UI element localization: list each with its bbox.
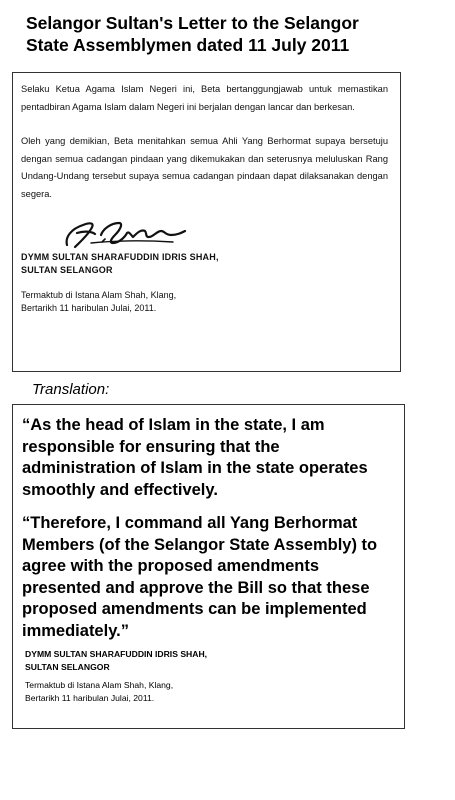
headline-line-2: State Assemblymen dated 11 July 2011 bbox=[26, 35, 350, 55]
translation-place: Termaktub di Istana Alam Shah, Klang, bbox=[25, 680, 174, 690]
letter-paragraph-2: Oleh yang demikian, Beta menitahkan semua Ahli Yang Berhormat supaya bersetuju dengan semua cadangan pindaan yang dikemukakan dan seterusnya meluluskan Rang Undang-Undang tersebut supaya semua cadangan pindaan dapat dilaksanakan dengan segera. bbox=[21, 136, 388, 199]
translation-signatory bbox=[25, 648, 394, 673]
translation-label: Translation: bbox=[32, 381, 110, 398]
letter-signatory-title: SULTAN SELANGOR bbox=[21, 265, 113, 275]
translation-signatory-name: DYMM SULTAN SHARAFUDDIN IDRIS SHAH, bbox=[25, 649, 208, 659]
translation-quote-2: “Therefore, I command all Yang Berhormat Members (of the Selangor State Assembly) to agree with the proposed amendments presented and approve the Bill so that these proposed amendments can be implemented immediately.” bbox=[22, 514, 378, 640]
translation-place-date bbox=[25, 679, 394, 704]
translation-quote-1: “As the head of Islam in the state, I am responsible for ensuring that the administration of Islam in the state operates smoothly and effectively. bbox=[22, 416, 368, 499]
translation-box bbox=[12, 404, 405, 729]
letter-place: Termaktub di Istana Alam Shah, Klang, bbox=[21, 290, 177, 300]
handwritten-signature bbox=[61, 209, 191, 251]
letter-signatory-name: DYMM SULTAN SHARAFUDDIN IDRIS SHAH, bbox=[21, 252, 219, 262]
headline-line-1: Selangor Sultan's Letter to the Selangor bbox=[26, 13, 359, 33]
letter-paragraph-1: Selaku Ketua Agama Islam Negeri ini, Beta bertanggungjawab untuk memastikan pentadbiran Agama Islam dalam Negeri ini berjalan dengan lancar dan berkesan. bbox=[21, 84, 388, 112]
translation-date: Bertarikh 11 haribulan Julai, 2011. bbox=[25, 692, 155, 703]
headline bbox=[26, 12, 436, 56]
letter-date: Bertarikh 11 haribulan Julai, 2011. bbox=[21, 303, 157, 313]
translation-signatory-title: SULTAN SELANGOR bbox=[25, 661, 110, 672]
letter-excerpt bbox=[12, 72, 401, 372]
letter-place-date bbox=[21, 289, 388, 315]
